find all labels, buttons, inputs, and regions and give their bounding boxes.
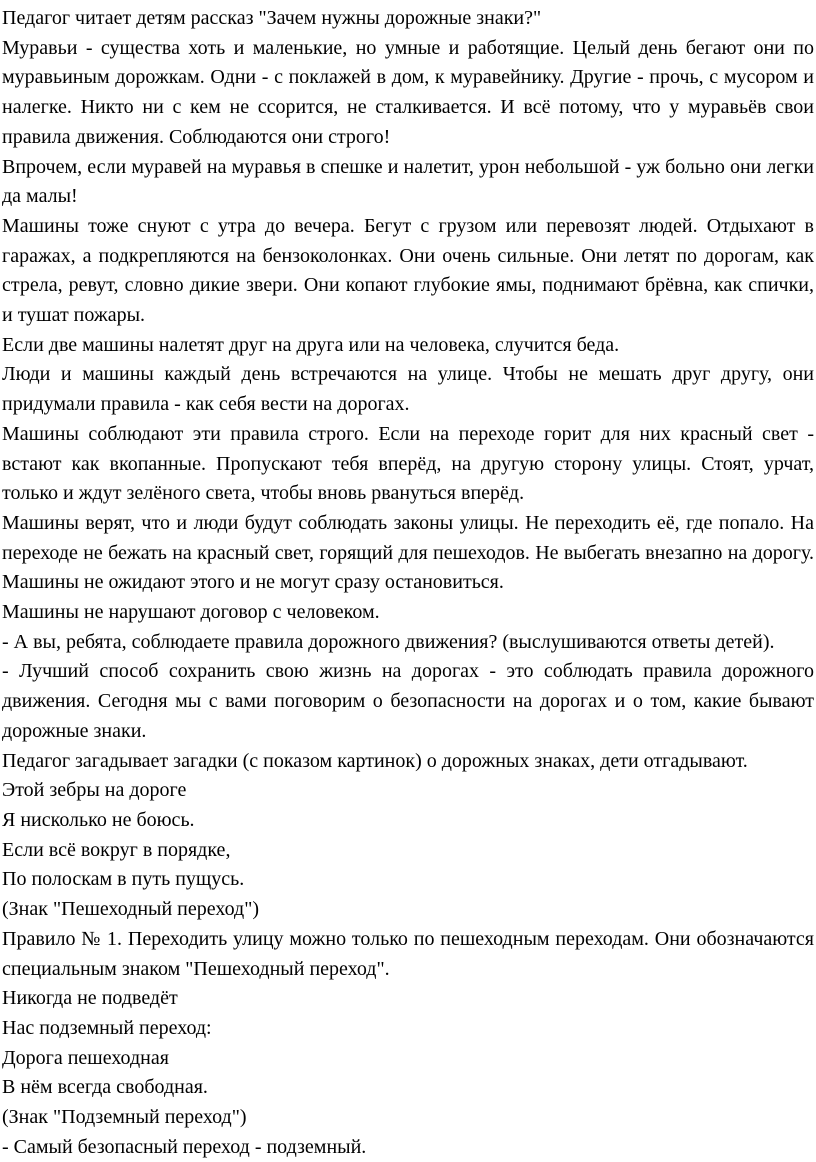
paragraph: Никогда не подведёт xyxy=(2,987,178,1010)
paragraph: Муравьи - существа хоть и маленькие, но умные и работящие. Целый день бегают они по муравьиным дорожкам. Одни - с поклажей в дом, к муравейнику. Другие - прочь, с мусором и налегке. Никто ни с кем не ссорится, не сталкивается. И всё потому, что у муравьёв свои правила движения. Соблюдаются они строго! xyxy=(2,36,814,148)
paragraph: Если две машины налетят друг на друга или на человека, случится беда. xyxy=(2,333,620,356)
paragraph: Машины не нарушают договор с человеком. xyxy=(2,601,380,624)
paragraph: Машины соблюдают эти правила строго. Если на переходе горит для них красный свет - встают как вкопанные. Пропускают тебя вперёд, на другую сторону улицы. Стоят, урчат, только и ждут зелёного света, чтобы вновь рвануться вперёд. xyxy=(2,422,814,505)
paragraph: В нём всегда свободная. xyxy=(2,1076,208,1099)
paragraph: (Знак "Пешеходный переход") xyxy=(2,898,260,921)
paragraph: Дорога пешеходная xyxy=(2,1046,169,1069)
paragraph: Впрочем, если муравей на муравья в спешке и налетит, урон небольшой - уж больно они легки да малы! xyxy=(2,155,814,208)
paragraph: Этой зебры на дороге xyxy=(2,779,187,802)
paragraph: Нас подземный переход: xyxy=(2,1016,212,1039)
paragraph: Я нисколько не боюсь. xyxy=(2,808,195,831)
paragraph: - А вы, ребята, соблюдаете правила дорожного движения? (выслушиваются ответы детей). xyxy=(2,630,775,653)
paragraph: Правило № 1. Переходить улицу можно только по пешеходным переходам. Они обозначаются специальным знаком "Пешеходный переход". xyxy=(2,927,814,980)
paragraph: По полоскам в путь пущусь. xyxy=(2,868,245,891)
paragraph: Машины верят, что и люди будут соблюдать законы улицы. Не переходить её, где попало. На переходе не бежать на красный свет, горящий для пешеходов. Не выбегать внезапно на дорогу. Машины не ожидают этого и не могут сразу остановиться. xyxy=(2,511,814,594)
document-body xyxy=(2,4,814,1162)
paragraph: Люди и машины каждый день встречаются на улице. Чтобы не мешать друг другу, они придумали правила - как себя вести на дорогах. xyxy=(2,363,814,416)
paragraph: Если всё вокруг в порядке, xyxy=(2,838,231,861)
paragraph: - Лучший способ сохранить свою жизнь на дорогах - это соблюдать правила дорожного движения. Сегодня мы с вами поговорим о безопасности на дорогах и о том, какие бывают дорожные знаки. xyxy=(2,660,814,742)
paragraph: - Самый безопасный переход - подземный. xyxy=(2,1135,367,1158)
paragraph: Педагог загадывает загадки (с показом картинок) о дорожных знаках, дети отгадывают. xyxy=(2,749,748,772)
paragraph: Машины тоже снуют с утра до вечера. Бегут с грузом или перевозят людей. Отдыхают в гаражах, а подкрепляются на бензоколонках. Они очень сильные. Они летят по дорогам, как стрела, ревут, словно дикие звери. Они копают глубокие ямы, поднимают брёвна, как спички, и тушат пожары. xyxy=(2,214,814,327)
paragraph: (Знак "Подземный переход") xyxy=(2,1106,247,1129)
paragraph: Педагог читает детям рассказ "Зачем нужны дорожные знаки?" xyxy=(2,7,542,29)
